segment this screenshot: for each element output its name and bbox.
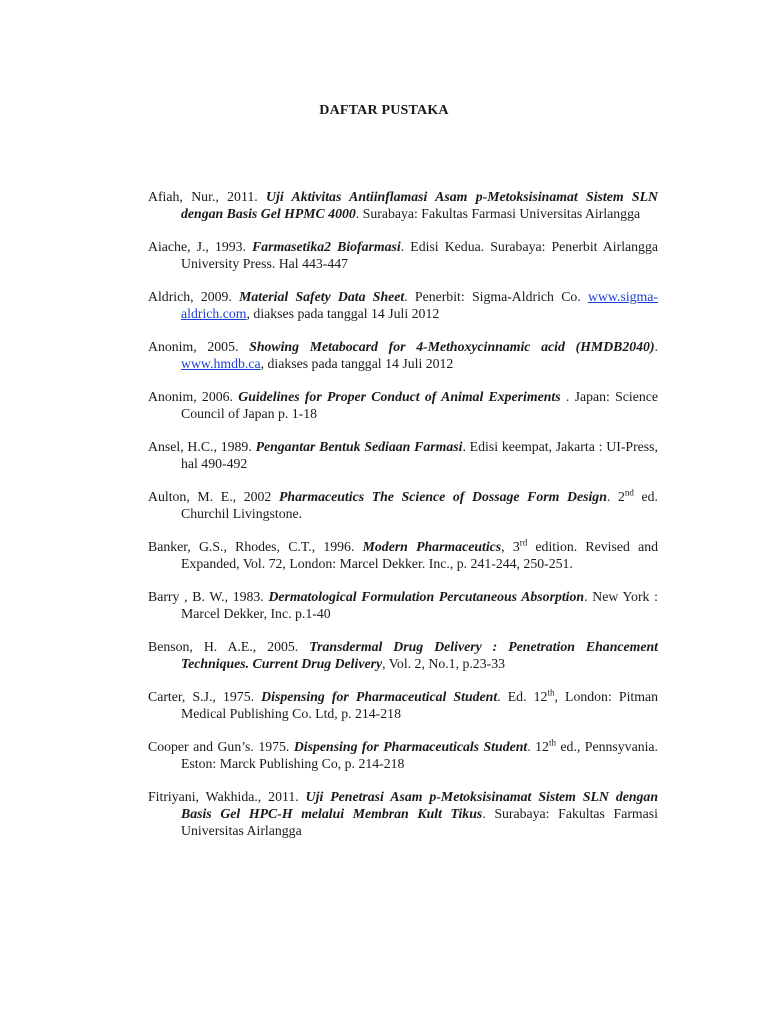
reference-publisher: . Japan: Science Council of Japan p. 1-18: [181, 389, 658, 421]
reference-title: Dispensing for Pharmaceuticals Student: [293, 739, 528, 754]
reference-title: Showing Metabocard for 4-Methoxycinnamic acid (HMDB2040): [249, 339, 655, 354]
reference-access-date: , diakses pada tanggal 14 Juli 2012: [246, 306, 440, 321]
reference-author-year: Afiah, Nur., 2011.: [148, 189, 267, 204]
reference-link[interactable]: www.hmdb.ca: [181, 356, 261, 371]
reference-author-year: Anonim, 2005.: [148, 339, 250, 354]
reference-author-year: Anonim, 2006.: [148, 389, 239, 404]
reference-publisher: ed. Churchil Livingstone.: [181, 489, 659, 521]
reference-author-year: Fitriyani, Wakhida., 2011.: [148, 789, 306, 804]
reference-edition: . 2: [606, 489, 625, 504]
reference-title: Uji Aktivitas Antiinflamasi Asam p-Metoksisinamat Sistem SLN dengan Basis Gel HPMC 4000: [181, 189, 659, 221]
reference-title: Modern Pharmaceutics: [362, 539, 502, 554]
reference-publisher: . Edisi keempat, Jakarta : UI-Press, hal 490-492: [181, 439, 658, 471]
reference-title: Uji Penetrasi Asam p-Metoksisinamat Sistem SLN dengan Basis Gel HPC-H melalui Membran Kult Tikus: [181, 789, 658, 821]
reference-entry: [148, 338, 658, 372]
reference-author-year: Benson, H. A.E., 2005.: [148, 639, 310, 654]
reference-author-year: Banker, G.S., Rhodes, C.T., 1996.: [148, 539, 363, 554]
reference-entry: [148, 488, 658, 522]
reference-separator: .: [654, 339, 658, 354]
reference-entry: [148, 738, 658, 772]
reference-edition: . 12: [527, 739, 549, 754]
reference-entry: [148, 688, 658, 722]
ordinal-suffix: nd: [624, 487, 634, 498]
reference-edition: , 3: [501, 539, 520, 554]
reference-publisher: , London: Pitman Medical Publishing Co. Ltd, p. 214-218: [181, 689, 659, 721]
reference-author-year: Aulton, M. E., 2002: [148, 489, 279, 504]
reference-entry: [148, 388, 658, 422]
reference-publisher: . Surabaya: Fakultas Farmasi Universitas Airlangga: [181, 806, 658, 838]
ordinal-suffix: th: [548, 737, 556, 748]
reference-entry: [148, 588, 658, 622]
reference-edition: . Ed. 12: [497, 689, 548, 704]
reference-author-year: Barry , B. W., 1983.: [148, 589, 269, 604]
reference-publisher: , Vol. 2, No.1, p.23-33: [382, 656, 505, 671]
reference-publisher: ed., Pennsyvania. Eston: Marck Publishing Co, p. 214-218: [181, 739, 658, 771]
reference-entry: [148, 288, 658, 322]
reference-link[interactable]: www.sigma-aldrich.com: [181, 289, 658, 321]
reference-title: Transdermal Drug Delivery : Penetration Ehancement Techniques. Current Drug Delivery: [181, 639, 658, 671]
reference-title: Guidelines for Proper Conduct of Animal Experiments: [238, 389, 561, 404]
ordinal-suffix: th: [547, 687, 555, 698]
reference-author-year: Aiache, J., 1993.: [148, 239, 253, 254]
reference-title: Pengantar Bentuk Sediaan Farmasi: [255, 439, 463, 454]
reference-title: Farmasetika2 Biofarmasi: [252, 239, 401, 254]
reference-publisher: . Surabaya: Fakultas Farmasi Universitas Airlangga: [355, 206, 641, 221]
reference-publisher: . Edisi Kedua. Surabaya: Penerbit Airlangga University Press. Hal 443-447: [181, 239, 658, 271]
reference-author-year: Aldrich, 2009.: [148, 289, 240, 304]
reference-entry: [148, 638, 658, 672]
page-title: DAFTAR PUSTAKA: [319, 103, 449, 118]
reference-access-date: , diakses pada tanggal 14 Juli 2012: [260, 356, 454, 371]
reference-title: Material Safety Data Sheet: [239, 289, 405, 304]
reference-title: Dermatological Formulation Percutaneous Absorption: [268, 589, 585, 604]
reference-author-year: Carter, S.J., 1975.: [148, 689, 262, 704]
reference-publisher: . New York : Marcel Dekker, Inc. p.1-40: [181, 589, 658, 621]
reference-entry: [148, 188, 658, 222]
reference-entry: [148, 238, 658, 272]
ordinal-suffix: rd: [519, 537, 528, 548]
reference-list: [148, 188, 658, 855]
reference-publisher: . Penerbit: Sigma-Aldrich Co.: [404, 289, 588, 304]
reference-author-year: Ansel, H.C., 1989.: [148, 439, 256, 454]
reference-publisher: edition. Revised and Expanded, Vol. 72, London: Marcel Dekker. Inc., p. 241-244, 250-251.: [181, 539, 658, 571]
reference-entry: [148, 788, 658, 839]
reference-entry: [148, 438, 658, 472]
reference-title: Pharmaceutics The Science of Dossage Form Design: [278, 489, 607, 504]
reference-title: Dispensing for Pharmaceutical Student: [261, 689, 498, 704]
reference-author-year: Cooper and Gun’s. 1975.: [148, 739, 294, 754]
reference-entry: [148, 538, 658, 572]
